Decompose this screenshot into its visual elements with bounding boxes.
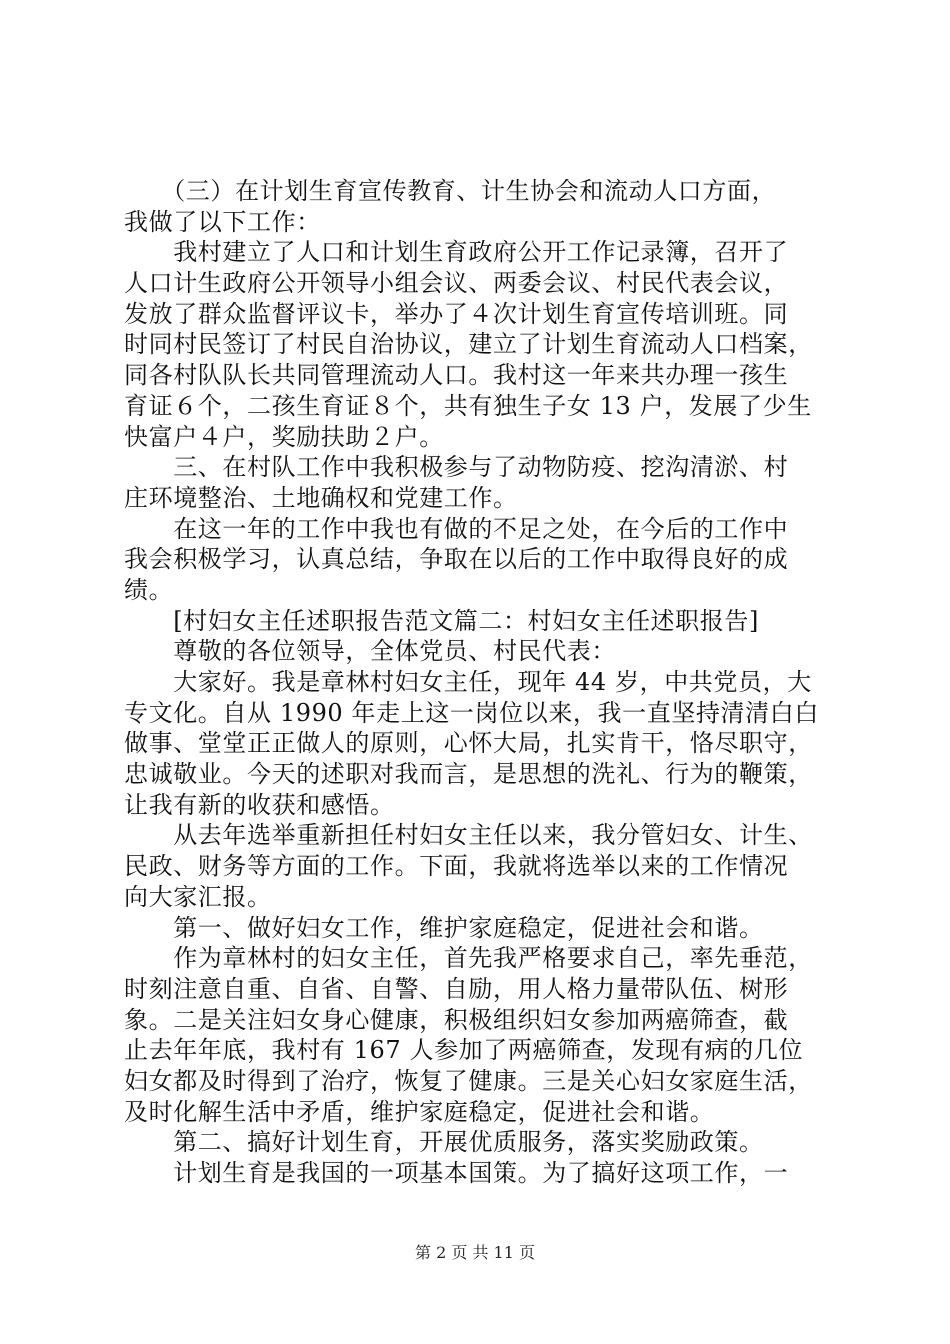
text-line: 快富户４户，奖励扶助２户。: [124, 422, 444, 451]
text-line: 第二、搞好计划生育，开展优质服务，落实奖励政策。: [124, 1128, 764, 1157]
text-line: 我会积极学习，认真总结，争取在以后的工作中取得良好的成: [124, 545, 789, 574]
text-line: 让我有新的收获和感悟。: [124, 790, 395, 819]
text-line: 民政、财务等方面的工作。下面，我就将选举以来的工作情况: [124, 852, 789, 881]
page-number: 第 2 页 共 11 页: [415, 1243, 535, 1262]
body-text: [124, 176, 840, 1189]
page-footer: [0, 1243, 950, 1263]
text-line: 止去年年底，我村有 167 人参加了两癌筛查，发现有病的几位: [124, 1036, 804, 1065]
section-heading: [村妇女主任述职报告范文篇二：村妇女主任述职报告]: [124, 606, 759, 635]
text-line: 大家好。我是章林村妇女主任，现年 44 岁，中共党员，大: [124, 668, 812, 696]
text-line: 向大家汇报。: [124, 882, 272, 911]
text-line: 妇女都及时得到了治疗，恢复了健康。三是关心妇女家庭生活，: [124, 1066, 813, 1095]
text-line: 专文化。自从 1990 年走上这一岗位以来，我一直坚持清清白白: [124, 698, 819, 727]
text-line: 象。二是关注妇女身心健康，积极组织妇女参加两癌筛查，截: [124, 1005, 789, 1034]
text-line: 忠诚敬业。今天的述职对我而言，是思想的洗礼、行为的鞭策，: [124, 760, 813, 789]
text-line: 时同村民签订了村民自治协议，建立了计划生育流动人口档案，: [124, 330, 813, 359]
text-line: 绩。: [124, 575, 174, 604]
text-line: 我做了以下工作：: [124, 207, 321, 236]
text-line: 从去年选举重新担任村妇女主任以来，我分管妇女、计生、: [124, 821, 813, 850]
text-line: 育证６个，二孩生育证８个，共有独生子女 13 户，发展了少生: [124, 391, 812, 420]
text-line: 作为章林村的妇女主任，首先我严格要求自己，率先垂范，: [124, 944, 813, 973]
text-line: 同各村队队长共同管理流动人口。我村这一年来共办理一孩生: [124, 361, 789, 390]
text-line: 在这一年的工作中我也有做的不足之处，在今后的工作中: [124, 514, 789, 543]
text-line: 尊敬的各位领导，全体党员、村民代表：: [124, 637, 616, 666]
text-line: 我村建立了人口和计划生育政府公开工作记录簿，召开了: [124, 238, 789, 267]
text-line: 人口计生政府公开领导小组会议、两委会议、村民代表会议，: [124, 269, 789, 298]
text-line: 计划生育是我国的一项基本国策。为了搞好这项工作，一: [124, 1159, 789, 1187]
text-line: 第一、做好妇女工作，维护家庭稳定，促进社会和谐。: [124, 913, 764, 942]
text-line: （三）在计划生育宣传教育、计生协会和流动人口方面，: [124, 177, 777, 205]
text-line: 发放了群众监督评议卡，举办了４次计划生育宣传培训班。同: [124, 299, 789, 328]
text-line: 庄环境整治、土地确权和党建工作。: [124, 483, 518, 512]
text-line: 及时化解生活中矛盾，维护家庭稳定，促进社会和谐。: [124, 1097, 715, 1126]
text-line: 三、在村队工作中我积极参与了动物防疫、挖沟清淤、村: [124, 453, 789, 482]
text-line: 时刻注意自重、自省、自警、自励，用人格力量带队伍、树形: [124, 974, 789, 1003]
text-line: 做事、堂堂正正做人的原则，心怀大局，扎实肯干，恪尽职守，: [124, 729, 813, 758]
